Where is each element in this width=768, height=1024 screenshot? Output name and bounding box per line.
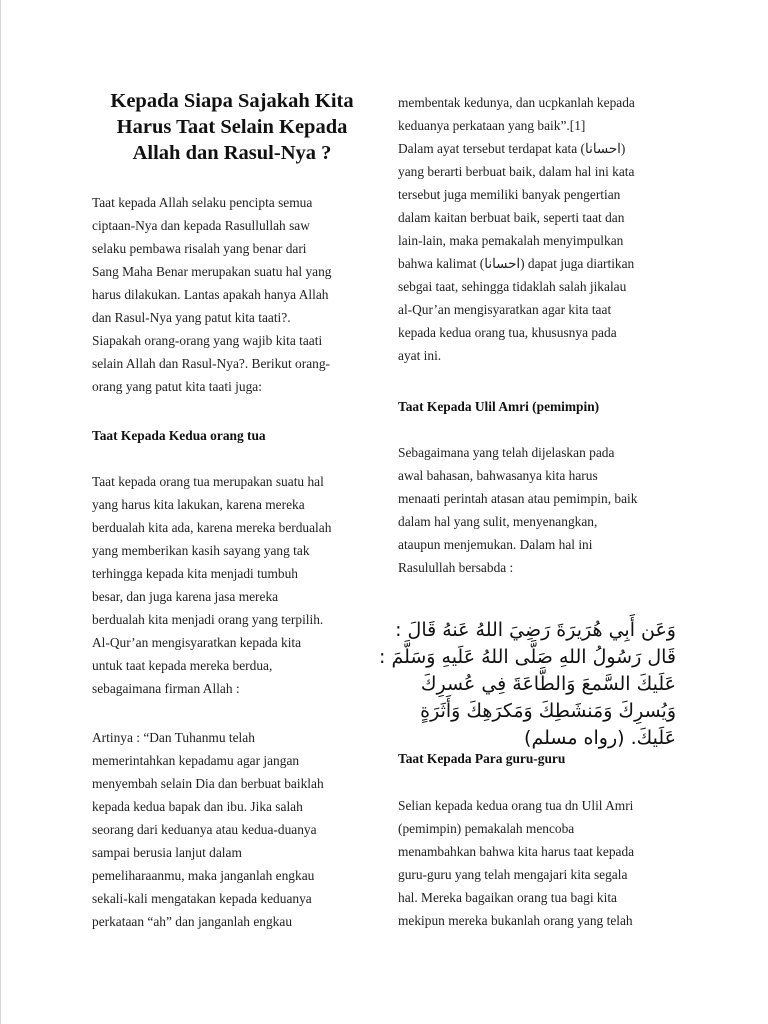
title-line: Allah dan Rasul-Nya ? — [132, 142, 332, 164]
text-line: Dalam ayat tersebut terdapat kata (احسانا) — [398, 141, 626, 156]
section-heading: Taat Kepada Para guru-guru — [398, 751, 566, 766]
text-line: orang yang patut kita taati juga: — [92, 379, 262, 394]
text-line: lain-lain, maka pemakalah menyimpulkan — [398, 233, 624, 248]
text-line: Taat kepada orang tua merupakan suatu hal — [92, 474, 324, 489]
text-line: Al-Qur’an mengisyaratkan kepada kita — [92, 635, 302, 650]
text-line: Artinya : “Dan Tuhanmu telah — [92, 730, 255, 745]
text-line: yang memberikan kasih sayang yang tak — [92, 543, 310, 558]
text-line: kepada kedua bapak dan ibu. Jika salah — [92, 799, 303, 814]
text-line: dalam hal yang sulit, menyenangkan, — [398, 514, 598, 529]
text-line: selain Allah dan Rasul-Nya?. Berikut orang- — [92, 356, 330, 371]
text-line: ataupun menjemukan. Dalam hal ini — [398, 537, 593, 552]
text-line: bahwa kalimat (احسانا) dapat juga diartikan — [398, 256, 635, 271]
text-line: Siapakah orang-orang yang wajib kita taati — [92, 333, 323, 348]
text-line: ayat ini. — [398, 348, 442, 363]
text-line: berdualah kita ada, karena mereka berdualah — [92, 520, 332, 535]
section-heading: Taat Kepada Kedua orang tua — [92, 428, 266, 443]
text-line: sampai berusia lanjut dalam — [92, 845, 242, 860]
text-line: Selian kepada kedua orang tua dn Ulil Amri — [398, 798, 634, 813]
text-line: dalam kaitan berbuat baik, seperti taat dan — [398, 210, 625, 225]
text-line: Sebagaimana yang telah dijelaskan pada — [398, 445, 615, 460]
text-line: keduanya perkataan yang baik”.[1] — [398, 118, 586, 133]
text-line: terhingga kepada kita menjadi tumbuh — [92, 566, 299, 581]
text-line: berdualah kita menjadi orang yang terpilih. — [92, 612, 324, 627]
text-line: membentak kedunya, dan ucpkanlah kepada — [398, 95, 635, 110]
text-line: memerintahkan kepadamu agar jangan — [92, 753, 300, 768]
text-line: dan Rasul-Nya yang patut kita taati?. — [92, 310, 291, 325]
text-line: al-Qur’an mengisyaratkan agar kita taat — [398, 302, 612, 317]
title-line: Kepada Siapa Sajakah Kita — [110, 90, 354, 112]
text-line: menaati perintah atasan atau pemimpin, baik — [398, 491, 638, 506]
text-line: menyembah selain Dia dan berbuat baiklah — [92, 776, 324, 791]
text-line: sekali-kali mengatakan kepada keduanya — [92, 891, 312, 906]
text-line: sebagaimana firman Allah : — [92, 681, 240, 696]
section-heading: Taat Kepada Ulil Amri (pemimpin) — [398, 399, 600, 414]
text-line: yang harus kita lakukan, karena mereka — [92, 497, 305, 512]
text-line: mekipun mereka bukanlah orang yang telah — [398, 913, 633, 928]
text-line: awal bahasan, bahwasanya kita harus — [398, 468, 598, 483]
text-line: yang berarti berbuat baik, dalam hal ini kata — [398, 164, 635, 179]
text-line: kepada kedua orang tua, khususnya pada — [398, 325, 617, 340]
text-line: selaku pembawa risalah yang benar dari — [92, 241, 307, 256]
text-line: ciptaan-Nya dan kepada Rasullullah saw — [92, 218, 310, 233]
arabic-line: قَال رَسُولُ اللهِ صَلَّى اللهُ عَلَيهِ وَسَلَّمَ : — [379, 646, 676, 668]
text-line: besar, dan juga karena jasa mereka — [92, 589, 279, 604]
text-line: (pemimpin) pemakalah mencoba — [398, 821, 575, 836]
arabic-line: عَلَيكَ السَّمعَ وَالطَّاعَةَ فِي عُسرِكَ — [420, 673, 676, 695]
text-line: tersebut juga memiliki banyak pengertian — [398, 187, 621, 202]
text-line: guru-guru yang telah mengajari kita segala — [398, 867, 628, 882]
arabic-line: عَلَيكَ. (رواه مسلم) — [524, 727, 676, 749]
arabic-line: وَيُسرِكَ وَمَنشَطِكَ وَمَكرَهِكَ وَأَثَرَةٍ — [420, 700, 676, 722]
text-line: Taat kepada Allah selaku pencipta semua — [92, 195, 313, 210]
arabic-line: وَعَن أَبِي هُرَيرَةَ رَضِيَ اللهُ عَنهُ قَالَ : — [395, 619, 676, 641]
text-line: sebgai taat, sehingga tidaklah salah jikalau — [398, 279, 627, 294]
document-title — [92, 88, 372, 166]
text-line: untuk taat kepada mereka berdua, — [92, 658, 273, 673]
text-line: pemeliharaanmu, maka janganlah engkau — [92, 868, 315, 883]
text-line: Sang Maha Benar merupakan suatu hal yang — [92, 264, 332, 279]
text-line: menambahkan bahwa kita harus taat kepada — [398, 844, 635, 859]
text-line: Rasulullah bersabda : — [398, 560, 514, 575]
title-line: Harus Taat Selain Kepada — [116, 116, 348, 138]
text-line: harus dilakukan. Lantas apakah hanya Allah — [92, 287, 329, 302]
text-line: perkataan “ah” dan janganlah engkau — [92, 914, 293, 929]
text-line: seorang dari keduanya atau kedua-duanya — [92, 822, 317, 837]
text-line: hal. Mereka bagaikan orang tua bagi kita — [398, 890, 617, 905]
